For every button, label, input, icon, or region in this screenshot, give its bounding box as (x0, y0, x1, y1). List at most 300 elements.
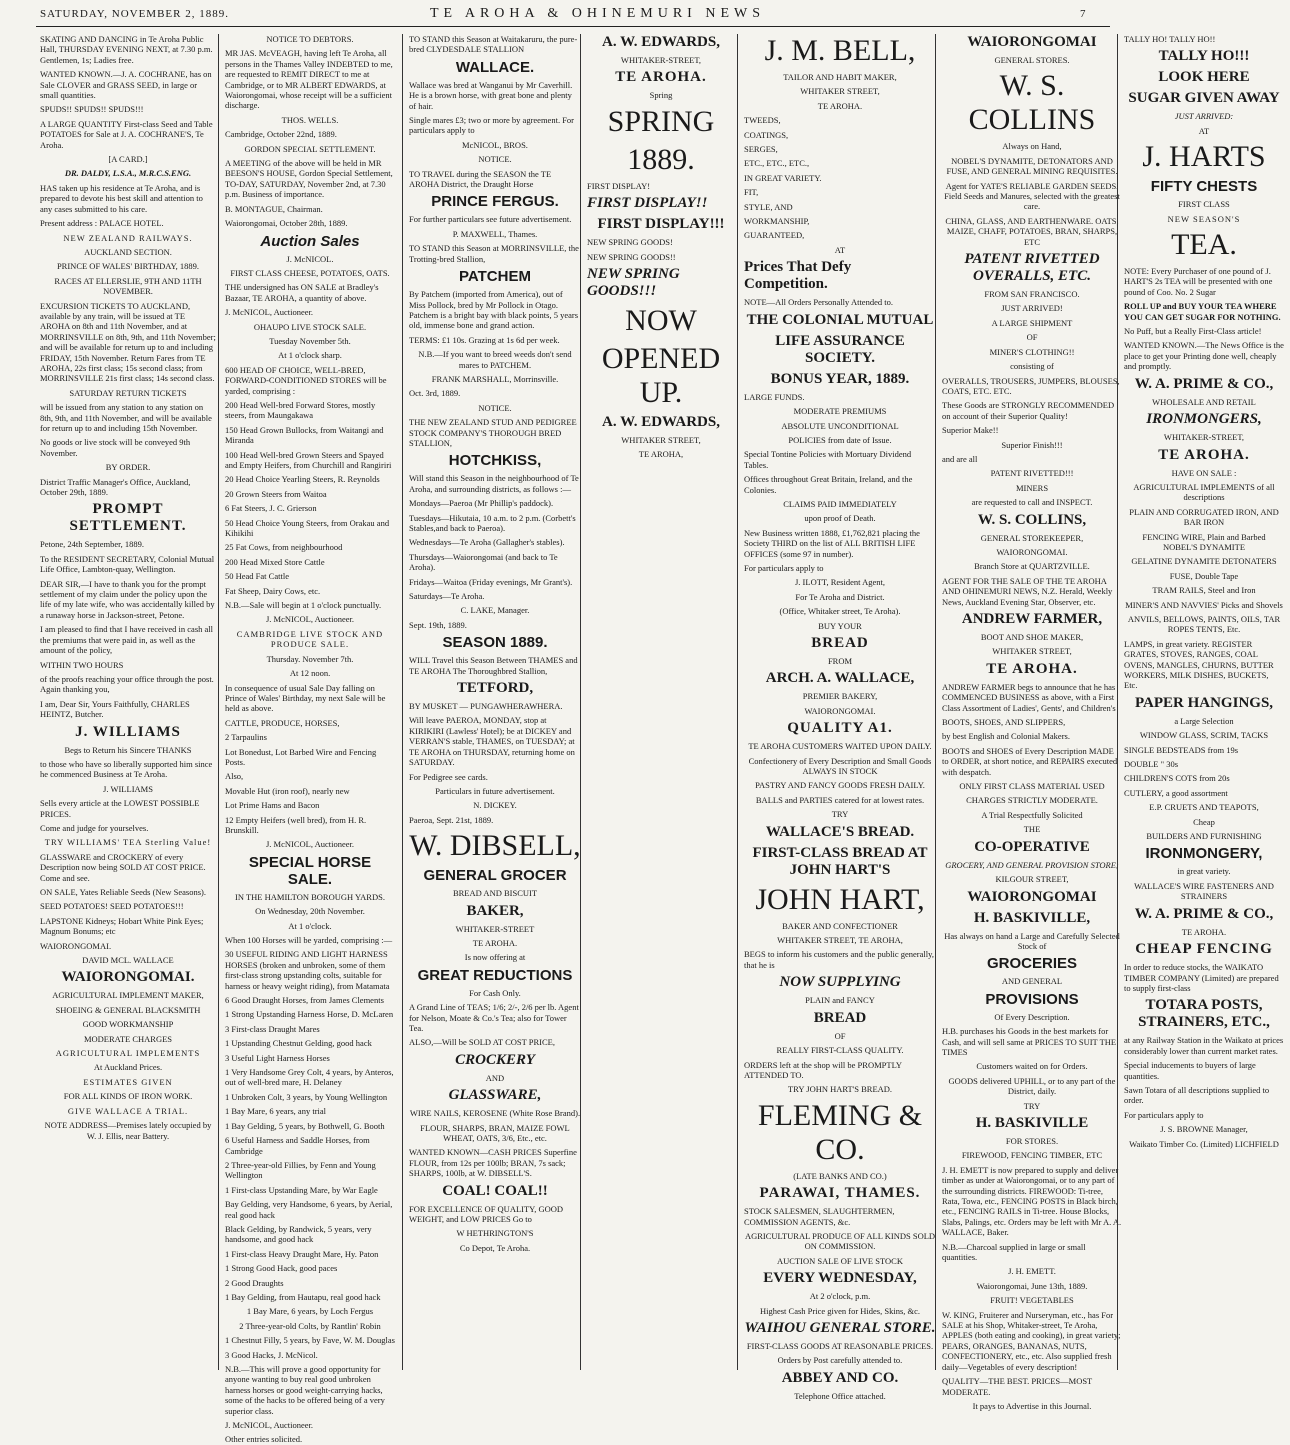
col5-text-16: THE COLONIAL MUTUAL (746, 311, 934, 328)
col5-text-10: STYLE, AND (744, 201, 793, 212)
col7-text-17: IRONMONGERS, (1146, 411, 1262, 428)
col1-text-15: No goods or live stock will be conveyed 9th November. (40, 437, 191, 458)
col1-text-27: Begs to Return his Sincere THANKS (64, 744, 192, 755)
col6-text-1: GENERAL STORES. (994, 55, 1070, 65)
col5-text-35: ARCH. A. WALLACE, (765, 670, 915, 687)
col3-text-34: For Pedigree see cards. (409, 771, 488, 782)
col7-text-12: ROLL UP and BUY YOUR TEA WHERE YOU CAN GET SUGAR FOR NOTHING. (1124, 301, 1281, 322)
col6-text-46: AND GENERAL (1001, 976, 1063, 987)
col5-text-5: COATINGS, (744, 129, 789, 140)
col6-text-13: consisting of (1010, 361, 1054, 372)
col7-text-22: PLAIN AND CORRUGATED IRON, AND BAR IRON (1129, 506, 1279, 528)
col1-text-21: DEAR SIR,—I have to thank you for the prompt settlement of my claim under the policy upon the life of my late wife, who was accidentally killed by a runaway horse in Jackson-street, Petone. (40, 578, 215, 620)
col7-text-27: MINER'S AND NAVVIES' Picks and Shovels (1125, 599, 1283, 610)
col1-text-46: ESTIMATES GIVEN (83, 1076, 173, 1087)
col2-text-38: Movable Hut (iron roof), nearly new (225, 785, 350, 796)
col3-text-58: Co Depot, Te Aroha. (459, 1242, 531, 1253)
col4-text-13: OPENED UP. (601, 342, 721, 410)
col2-text-58: 2 Three-year-old Fillies, by Fenn and Young Wellington (225, 1159, 376, 1181)
col5-text-28: For particulars apply to (744, 562, 824, 573)
col3-text-27: C. LAKE, Manager. (460, 605, 530, 616)
col3-text-48: ALSO,—Will be SOLD AT COST PRICE, (409, 1037, 555, 1048)
col6-text-54: FOR STORES. (1005, 1135, 1059, 1146)
col2-text-11: THE undersigned has ON SALE at Bradley's Bazaar, TE AROHA, a quantity of above. (225, 282, 379, 303)
col7-text-0: TALLY HO! TALLY HO!! (1124, 34, 1216, 44)
col3-text-12: By Patchem (imported from America), out of Miss Pollock, bred by Mr Pollock in Otago. Patchem is a bright bay with black points, 5 years old, immense bone and grand action. (409, 289, 579, 331)
col7-text-28: ANVILS, BELLOWS, PAINTS, OILS, TAR ROPES TENTS, Etc. (1127, 613, 1281, 635)
col3-text-36: N. DICKEY. (473, 800, 517, 811)
col7-text-51: For particulars apply to (1124, 1109, 1204, 1120)
col6-text-9: JUST ARRIVED! (1001, 303, 1063, 314)
col5-text-67: FIRST-CLASS GOODS AT REASONABLE PRICES. (746, 1340, 934, 1351)
col7-text-41: in great variety. (1177, 866, 1231, 877)
col3-text-26: Saturdays—Te Aroha. (409, 591, 485, 602)
col5-text-55: ORDERS left at the shop will be PROMPTLY ATTENDED TO. (744, 1059, 902, 1080)
col5-text-42: BALLS and PARTIES catered for at lowest rates. (755, 794, 925, 805)
col2-text-3: Cambridge, October 22nd, 1889. (225, 129, 337, 140)
col5-text-30: For Te Aroha and District. (795, 591, 885, 602)
col5-text-43: TRY (831, 809, 849, 820)
col2-text-51: 1 Upstanding Chestnut Gelding, good hack (225, 1038, 372, 1049)
col1-text-8: NEW ZEALAND RAILWAYS. (63, 232, 193, 243)
col1-text-9: AUCKLAND SECTION. (84, 246, 172, 257)
col7-text-34: DOUBLE " 30s (1124, 759, 1178, 770)
col5-text-45: FIRST-CLASS BREAD AT JOHN HART'S (752, 844, 928, 878)
col5-text-23: Special Tontine Policies with Mortuary Dividend Tables. (744, 449, 912, 470)
col7-text-46: In order to reduce stocks, the WAIKATO TIMBER COMPANY (Limited) are prepared to supply first-class (1124, 962, 1279, 993)
col1-text-43: MODERATE CHARGES (83, 1033, 173, 1044)
col6-text-37: A Trial Respectfully Solicited (981, 809, 1083, 820)
col3-text-35: Particulars in future advertisement. (435, 785, 555, 796)
column-3 (402, 34, 587, 1370)
col7-text-36: CUTLERY, a good assortment (1124, 787, 1228, 798)
col1-text-6: HAS taken up his residence at Te Aroha, and is prepared to devote his best skill and attention to any cases submitted to his care. (40, 182, 203, 214)
col6-text-16: Superior Make!! (942, 425, 999, 436)
col1-text-16: BY ORDER. (105, 462, 151, 473)
col5-text-51: PLAIN and FANCY (805, 995, 875, 1006)
col5-text-31: (Office, Whitaker street, Te Aroha). (779, 606, 901, 617)
col6-text-19: PATENT RIVETTED!!! (990, 468, 1074, 479)
col1-text-35: SEED POTATOES! SEED POTATOES!!! (40, 901, 184, 912)
col6-text-4: NOBEL'S DYNAMITE, DETONATORS AND FUSE, AND GENERAL MINING REQUISITES. (946, 155, 1118, 177)
col5-text-36: PREMIER BAKERY, (802, 691, 878, 702)
col3-text-5: NOTICE. (478, 154, 512, 165)
col5-text-29: J. ILOTT, Resident Agent, (794, 577, 886, 588)
col7-text-8: FIRST CLASS (1178, 199, 1230, 210)
col6-text-52: TRY (1023, 1100, 1041, 1111)
col2-text-4: GORDON SPECIAL SETTLEMENT. (244, 143, 376, 154)
col7-text-13: No Puff, but a Really First-Class article! (1124, 326, 1262, 337)
col5-text-52: BREAD (813, 1009, 867, 1026)
col6-text-5: Agent for YATE'S RELIABLE GARDEN SEEDS. Field Seeds and Manures, selected with the greatest care. (944, 180, 1120, 212)
col4-text-6: FIRST DISPLAY! (587, 180, 651, 191)
column-2 (218, 34, 401, 1445)
col1-text-12: EXCURSION TICKETS TO AUCKLAND, available by any train, will be issued at TE AROHA on 8th and 11th November, and at MORRINSVILLE on 8th, 9th, and 11th November; and will be available for return up to and including FRIDAY, 15th November. Return Fares from TE AROHA, 22s first class; 15s second class; from MORRINSVILLE 21s first class; 14s second class. (40, 300, 216, 384)
col2-text-52: 3 Useful Light Harness Horses (225, 1052, 330, 1063)
col2-text-67: 2 Three-year-old Colts, by Rantlin' Robin (239, 1320, 381, 1331)
col1-text-42: GOOD WORKMANSHIP (82, 1019, 174, 1030)
col2-text-2: THOS. WELLS. (281, 114, 339, 125)
col1-text-30: Sells every article at the LOWEST POSSIBLE PRICES. (40, 798, 200, 819)
col6-text-51: GOODS delivered UPHILL, or to any part of the District, daily. (948, 1075, 1116, 1097)
col2-text-8: Auction Sales (260, 232, 360, 250)
col5-text-24: Offices throughout Great Britain, Ireland, and the Colonies. (744, 474, 913, 495)
col4-text-3: Spring (649, 90, 673, 101)
col2-text-35: 2 Tarpaulins (225, 732, 267, 743)
column-4 (580, 34, 741, 1370)
col6-text-41: KILGOUR STREET, (995, 874, 1069, 885)
col3-text-13: TERMS: £1 10s. Grazing at 1s 6d per week. (409, 334, 560, 345)
col5-text-34: FROM (827, 656, 853, 666)
col5-text-70: Telephone Office attached. (794, 1390, 886, 1401)
masthead (0, 0, 1114, 30)
col6-text-35: ONLY FIRST CLASS MATERIAL USED (959, 781, 1105, 792)
col6-text-62: QUALITY—THE BEST. PRICES—MOST MODERATE. (942, 1376, 1093, 1397)
col1-text-40: AGRICULTURAL IMPLEMENT MAKER, (52, 990, 204, 1001)
col3-text-33: Will leave PAEROA, MONDAY, stop at KIRIKIRI (Lawless' Hotel); be at DICKEY and VERRAN'S stable, THAMES, on TUESDAY; at TE AROHA on THURSDAY, returning home on SATURDAY. (409, 715, 575, 768)
col4-text-8: FIRST DISPLAY!!! (597, 216, 725, 233)
col4-text-9: NEW SPRING GOODS! (587, 237, 673, 248)
col3-text-9: P. MAXWELL, Thames. (452, 228, 538, 239)
col2-text-46: When 100 Horses will be yarded, comprising :— (225, 935, 393, 945)
col5-text-26: upon proof of Death. (804, 513, 876, 524)
col5-text-13: AT (834, 244, 846, 255)
col2-text-5: A MEETING of the above will be held in MR BEESON'S HOUSE, Gordon Special Settlement, TO-DAY, SATURDAY, November 2nd, at 7.30 p.m. Business of importance. (225, 158, 393, 200)
col6-text-28: BOOT AND SHOE MAKER, (980, 632, 1084, 642)
col7-text-42: WALLACE'S WIRE FASTENERS AND STRAINERS (1134, 880, 1274, 902)
col1-text-22: I am pleased to find that I have received in cash all the premiums that were paid in, as well as the amount of the policy, (40, 624, 213, 656)
col2-text-44: On Wednesday, 20th November. (255, 906, 365, 917)
col6-text-17: Superior Finish!!! (1001, 439, 1063, 450)
col2-text-57: 6 Useful Harness and Saddle Horses, from Cambridge (225, 1135, 370, 1156)
col5-text-17: LIFE ASSURANCE SOCIETY. (775, 332, 905, 366)
col5-text-69: ABBEY AND CO. (781, 1369, 899, 1386)
col5-text-50: NOW SUPPLYING (779, 974, 901, 991)
col1-text-48: GIVE WALLACE A TRIAL. (67, 1105, 189, 1116)
col7-text-16: WHOLESALE AND RETAIL (1152, 396, 1256, 407)
col4-text-2: TE AROHA. (615, 69, 707, 86)
col3-text-42: WHITAKER-STREET (455, 923, 535, 934)
col2-text-49: 1 Strong Upstanding Harness Horse, D. McLaren (225, 1009, 394, 1020)
col7-text-35: CHILDREN'S COTS from 20s (1124, 773, 1230, 784)
col6-text-3: Always on Hand, (1002, 141, 1062, 152)
col2-text-66: 1 Bay Mare, 6 years, by Loch Fergus (246, 1306, 374, 1317)
col1-text-49: NOTE ADDRESS—Premises lately occupied by W. J. Ellis, near Battery. (44, 1120, 212, 1141)
col2-text-71: J. McNICOL, Auctioneer. (225, 1420, 314, 1431)
col7-text-40: IRONMONGERY, (1145, 845, 1263, 863)
col3-text-38: W. DIBSELL, (409, 829, 581, 863)
col1-text-29: J. WILLIAMS (103, 783, 153, 794)
col2-text-64: 2 Good Draughts (225, 1277, 284, 1288)
col1-text-39: WAIORONGOMAI. (61, 969, 195, 986)
col2-text-7: Waiorongomai, October 28th, 1889. (225, 218, 348, 229)
col7-text-1: TALLY HO!!! (1158, 48, 1250, 65)
col6-text-56: J. H. EMETT is now prepared to supply and deliver timber as under at Waiorongomai, or to any part of the surrounding districts. FIREWOOD: Ti-tree, Rata, Towa, etc., FENCING POSTS in Black birch, etc., FENCING RAILS in Ti-tree. House Blocks, Slabs, Palings, etc. Orders may be left with Mr A. A. WALLACE, Baker. (942, 1164, 1122, 1238)
col7-text-48: at any Railway Station in the Waikato at prices considerably lower than current market rates. (1124, 1035, 1284, 1056)
col3-text-31: TETFORD, (456, 680, 534, 697)
col2-text-1: MR JAS. McVEAGH, having left Te Aroha, all persons in the Thames Valley INDEBTED to me, are requested to REMIT DIRECT to me at Cambridge, or to MR ALBERT EDWARDS, at Waiorongomai, whose receipt will be a sufficient discharge. (225, 48, 393, 111)
col3-text-7: PRINCE FERGUS. (431, 193, 559, 211)
col3-text-30: WILL Travel this Season Between THAMES and TE AROHA The Thoroughbred Stallion, (409, 655, 578, 676)
col1-text-28: to those who have so liberally supported him since he commenced Business at Te Aroha. (40, 758, 213, 780)
col1-text-5: DR. DALDY, L.S.A., M.R.C.S.ENG. (64, 168, 192, 179)
col3-text-37: Paeroa, Sept. 21st, 1889. (409, 814, 494, 825)
col6-text-29: WHITAKER STREET, (992, 646, 1072, 657)
col5-text-18: BONUS YEAR, 1889. (770, 370, 910, 387)
col2-text-48: 6 Good Draught Horses, from James Clements (225, 995, 384, 1006)
col3-text-21: Mondays—Paeroa (Mr Phillip's paddock). (409, 498, 554, 509)
col6-text-20: MINERS (1015, 482, 1049, 493)
col3-text-57: W HETHRINGTON'S (456, 1228, 534, 1239)
col3-text-55: COAL! COAL!! (442, 1182, 548, 1199)
col2-text-15: At 1 o'clock sharp. (278, 350, 342, 361)
col6-text-53: H. BASKIVILLE (975, 1114, 1089, 1131)
col1-text-18: PROMPT SETTLEMENT. (69, 501, 187, 535)
col4-text-15: WHITAKER STREET, (621, 435, 701, 446)
page-number: 7 (1080, 8, 1086, 20)
col3-text-51: GLASSWARE, (448, 1087, 542, 1104)
col3-text-18: THE NEW ZEALAND STUD AND PEDIGREE STOCK COMPANY'S THOROUGH BRED STALLION, (409, 417, 577, 448)
col5-text-1: TAILOR AND HABIT MAKER, (783, 72, 897, 82)
col2-text-55: 1 Bay Mare, 6 years, any trial (225, 1106, 327, 1117)
col6-text-2: W. S. COLLINS (968, 69, 1096, 137)
col6-text-36: CHARGES STRICTLY MODERATE. (966, 795, 1098, 806)
col4-text-1: WHITAKER-STREET, (620, 55, 702, 65)
col1-text-11: RACES AT ELLERSLIE, 9TH AND 11TH NOVEMBER. (54, 275, 202, 297)
col3-text-1: WALLACE. (455, 58, 535, 76)
col3-text-10: TO STAND this Season at MORRINSVILLE, the Trotting-bred Stallion, (409, 243, 579, 264)
col6-text-25: Branch Store at QUARTZVILLE. (974, 561, 1090, 572)
col6-text-27: ANDREW FARMER, (961, 611, 1103, 627)
col7-text-53: Waikato Timber Co. (Limited) LICHFIELD (1129, 1138, 1279, 1149)
col6-text-23: GENERAL STOREKEEPER, (980, 532, 1084, 543)
column-1 (36, 34, 220, 1370)
col5-text-15: NOTE—All Orders Personally Attended to. (744, 297, 893, 308)
col2-text-10: FIRST CLASS CHEESE, POTATOES, OATS. (230, 267, 390, 278)
col6-text-58: J. H. EMETT. (1008, 1266, 1056, 1277)
col7-text-30: PAPER HANGINGS, (1134, 694, 1274, 711)
col2-text-37: Also, (225, 771, 244, 782)
col2-text-33: In consequence of usual Sale Day falling on Prince of Wales' Birthday, my next Sale will be held as above. (225, 682, 386, 714)
col3-text-29: SEASON 1889. (442, 634, 548, 652)
col3-text-22: Tuesdays—Hikutaia, 10 a.m. to 2 p.m. (Corbett's Stables,and back to Paeroa). (409, 512, 576, 533)
col3-text-20: Will stand this Season in the neighbourhood of Te Aroha, and surrounding districts, as follows :— (409, 473, 579, 494)
col2-text-13: OHAUPO LIVE STOCK SALE. (253, 321, 367, 332)
col5-text-49: BEGS to inform his customers and the public generally, that he is (744, 949, 934, 970)
col6-text-55: FIREWOOD, FENCING TIMBER, ETC (961, 1150, 1103, 1161)
col2-text-19: 100 Head Well-bred Grown Steers and Spayed and Empty Heifers, from Churchill and Rangiriri (225, 449, 392, 470)
col6-text-32: BOOTS, SHOES, AND SLIPPERS, (942, 717, 1066, 728)
col6-text-59: Waiorongomai, June 13th, 1889. (976, 1280, 1088, 1291)
col2-text-14: Tuesday November 5th. (269, 335, 351, 346)
col5-text-22: POLICIES from date of Issue. (788, 434, 892, 445)
col3-text-11: PATCHEM (459, 268, 531, 286)
col7-text-14: WANTED KNOWN.—The News Office is the place to get your Printing done well, cheaply and promptly. (1124, 340, 1284, 372)
col6-text-60: FRUIT! VEGETABLES (990, 1295, 1074, 1306)
col7-text-15: W. A. PRIME & CO., (1134, 375, 1274, 392)
col2-text-69: 3 Good Hacks, J. McNicol. (225, 1349, 318, 1360)
col3-text-54: WANTED KNOWN—CASH PRICES Superfine FLOUR, from 12s per 100lb; BRAN, 7s sack; SHARPS, 100lb, at W. DIBSELL'S. (409, 1147, 577, 1179)
col6-text-44: Has always on hand a Large and Carefully Selected Stock of (944, 930, 1120, 951)
col2-text-29: J. McNICOL, Auctioneer. (265, 614, 355, 625)
col1-text-20: To the RESIDENT SECRETARY, Colonial Mutual Life Office, Lambton-quay, Wellington. (40, 553, 215, 575)
col5-text-12: GUARANTEED, (744, 230, 805, 241)
column-5 (737, 34, 942, 1401)
col2-text-28: N.B.—Sale will begin at 1 o'clock punctually. (225, 600, 382, 611)
col5-text-68: Orders by Post carefully attended to. (777, 1355, 903, 1366)
col7-text-23: FENCING WIRE, Plain and Barbed NOBEL'S DYNAMITE (1142, 531, 1266, 552)
col2-text-40: 12 Empty Heifers (well bred), from H. R. Brunskill. (225, 814, 367, 835)
col5-text-8: IN GREAT VARIETY. (744, 172, 822, 183)
col1-text-1: WANTED KNOWN.—J. A. COCHRANE, has on Sale CLOVER and GRASS SEED, in large or small quantities. (40, 69, 212, 101)
col3-text-25: Fridays—Waitoa (Friday evenings, Mr Grant's). (409, 576, 573, 587)
col7-text-3: SUGAR GIVEN AWAY (1128, 90, 1280, 107)
col2-text-70: N.B.—This will prove a good opportunity for anyone wanting to buy real good unbroken harness horses or good weight-carrying hacks, some of the hacks to be offered being of a very superior class. (225, 1364, 385, 1416)
col5-text-47: BAKER AND CONFECTIONER (782, 920, 898, 931)
col1-text-31: Come and judge for yourselves. (40, 822, 149, 833)
col5-text-7: ETC., ETC., ETC., (744, 158, 810, 169)
col1-text-34: ON SALE, Yates Reliable Seeds (New Seasons). (40, 887, 206, 897)
col7-text-37: E.P. CRUETS AND TEAPOTS, (1149, 802, 1259, 813)
col5-text-46: JOHN HART, (755, 882, 925, 916)
col7-text-31: a Large Selection (1174, 715, 1234, 726)
col1-text-2: SPUDS!! SPUDS!! SPUDS!!! (40, 104, 144, 115)
col6-text-47: PROVISIONS (985, 990, 1079, 1008)
col2-text-23: 50 Head Choice Young Steers, from Orakau and Kihikihi (225, 517, 390, 539)
col5-text-9: FIT, (744, 187, 759, 198)
col1-text-4: [A CARD.] (108, 154, 148, 165)
col3-text-23: Wednesdays—Te Aroha (Gallagher's stables). (409, 537, 565, 548)
col4-text-14: A. W. EDWARDS, (602, 414, 720, 431)
col7-text-24: GELATINE DYNAMITE DETONATERS (1131, 556, 1277, 567)
col7-text-7: FIFTY CHESTS (1150, 178, 1258, 196)
col2-text-50: 3 First-class Draught Mares (225, 1023, 320, 1034)
col2-text-25: 200 Head Mixed Store Cattle (225, 556, 325, 567)
col5-text-59: PARAWAI, THAMES. (759, 1185, 921, 1202)
col3-text-17: NOTICE. (478, 402, 512, 413)
col3-text-45: GREAT REDUCTIONS (417, 966, 573, 984)
col2-text-30: CAMBRIDGE LIVE STOCK AND PRODUCE SALE. (236, 628, 384, 650)
col6-text-7: PATENT RIVETTED OVERALLS, ETC. (964, 251, 1100, 285)
col7-text-25: FUSE, Double Tape (1169, 570, 1239, 581)
col5-text-63: EVERY WEDNESDAY, (763, 1270, 917, 1287)
col2-text-45: At 1 o'clock. (288, 920, 332, 931)
col6-text-38: THE (1023, 824, 1041, 835)
col7-text-6: J. HARTS (1142, 140, 1266, 174)
col5-text-66: WAIHOU GENERAL STORE. (744, 1319, 936, 1336)
col2-text-42: SPECIAL HORSE SALE. (248, 853, 372, 888)
col6-text-8: FROM SAN FRANCISCO. (984, 289, 1080, 300)
col3-text-15: FRANK MARSHALL, Morrinsville. (431, 373, 559, 384)
col5-text-62: AUCTION SALE OF LIVE STOCK (777, 1255, 903, 1266)
col2-text-12: J. McNICOL, Auctioneer. (225, 307, 314, 318)
col6-text-45: GROCERIES (986, 955, 1077, 973)
col5-text-56: TRY JOHN HART'S BREAD. (787, 1084, 893, 1095)
col6-text-14: OVERALLS, TROUSERS, JUMPERS, BLOUSES, COATS, ETC. ETC. (942, 375, 1120, 396)
col2-text-53: 1 Very Handsome Grey Colt, 4 years, by Anteros, out of well-bred mare, H. Delaney (225, 1067, 394, 1088)
col6-text-30: TE AROHA. (986, 660, 1078, 677)
col2-text-47: 30 USEFUL RIDING AND LIGHT HARNESS HORSES (broken and unbroken, some of them first-class strong upstanding colts, suitable for harness or heavy weight riding), from Matamata (225, 949, 390, 991)
col2-text-54: 1 Unbroken Colt, 3 years, by Young Wellington (225, 1091, 388, 1102)
col2-text-22: 6 Fat Steers, J. C. Grierson (225, 503, 317, 514)
col6-text-48: Of Every Description. (994, 1011, 1070, 1022)
col6-text-31: ANDREW FARMER begs to announce that he has COMMENCED BUSINESS as above, with a First Class Assortment of Ladies', Gents', and Children's (942, 681, 1116, 713)
col3-text-46: For Cash Only. (469, 987, 521, 998)
col2-text-26: 50 Head Fat Cattle (225, 571, 289, 582)
masthead-rule (36, 26, 1110, 27)
col7-text-19: TE AROHA. (1158, 446, 1250, 463)
col3-text-40: BREAD AND BISCUIT (452, 888, 538, 899)
col7-text-45: CHEAP FENCING (1135, 941, 1273, 958)
col6-text-22: W. S. COLLINS, (977, 511, 1087, 528)
col1-text-0: SKATING AND DANCING in Te Aroha Public Hall, THURSDAY EVENING NEXT, at 7.30 p.m. Gentlemen, 1s; Ladies free. (40, 34, 213, 65)
col5-text-2: WHITAKER STREET, (800, 86, 880, 97)
col2-text-72: Other entries solicited. (225, 1434, 303, 1445)
col2-text-21: 20 Grown Steers from Waitoa (225, 488, 327, 499)
col3-text-19: HOTCHKISS, (448, 452, 542, 470)
col6-text-6: CHINA, GLASS, AND EARTHENWARE. OATS, MAIZE, CHAFF, POTATOES, BRAN, SHARPS, ETC (945, 215, 1119, 247)
col6-text-49: H.B. purchases his Goods in the best markets for Cash, and will sell same at PRICES TO SUIT THE TIMES (942, 1026, 1117, 1057)
col5-text-39: TE AROHA CUSTOMERS WAITED UPON DAILY. (748, 741, 932, 752)
col2-text-61: Black Gelding, by Randwick, 5 years, very handsome, and good hack (225, 1223, 372, 1245)
col6-text-42: WAIORONGOMAI (967, 888, 1097, 905)
col4-text-11: NEW SPRING GOODS!!! (587, 266, 680, 300)
col1-text-17: District Traffic Manager's Office, Auckland, October 29th, 1889. (40, 476, 191, 498)
col7-text-4: JUST ARRIVED: (1174, 111, 1234, 122)
col1-text-25: I am, Dear Sir, Yours Faithfully, CHARLES HEINTZ, Butcher. (40, 698, 190, 720)
col3-text-6: TO TRAVEL during the SEASON the TE AROHA District, the Draught Horse (409, 168, 552, 190)
col2-text-34: CATTLE, PRODUCE, HORSES, (225, 717, 340, 728)
col6-text-63: It pays to Advertise in this Journal. (972, 1400, 1092, 1411)
col6-text-0: WAIORONGOMAI (967, 34, 1097, 50)
col6-text-50: Customers waited on for Orders. (976, 1061, 1088, 1072)
col2-text-18: 150 Head Grown Bullocks, from Waitangi and Miranda (225, 424, 384, 446)
col3-text-47: A Grand Line of TEAS; 1/6; 2/-, 2/6 per lb. Agent for Nelson, Moate & Co.'s Tea; also for Tower Tea. (409, 1002, 579, 1033)
col5-text-61: AGRICULTURAL PRODUCE OF ALL KINDS SOLD ON COMMISSION. (744, 1230, 936, 1252)
col7-text-43: W. A. PRIME & CO., (1134, 905, 1274, 922)
col1-text-24: of the proofs reaching your office through the post. Again thanking you, (40, 673, 214, 695)
col5-text-41: PASTRY AND FANCY GOODS FRESH DAILY. (755, 780, 925, 791)
col5-text-53: OF (834, 1030, 846, 1041)
col2-text-6: B. MONTAGUE, Chairman. (225, 203, 323, 214)
col3-text-56: FOR EXCELLENCE OF QUALITY, GOOD WEIGHT, and LOW PRICES Go to (409, 1203, 564, 1225)
col3-text-39: GENERAL GROCER (423, 867, 567, 885)
col3-text-41: BAKER, (466, 902, 524, 919)
col7-text-38: Cheap (1193, 816, 1215, 827)
col4-text-16: TE AROHA, (638, 449, 684, 460)
col7-text-52: J. S. BROWNE Manager, (1160, 1124, 1248, 1135)
col2-text-17: 200 Head Well-bred Forward Stores, mostly steers, from Maungakawa (225, 399, 376, 421)
col7-text-11: NOTE: Every Purchaser of one pound of J. HART'S 2s TEA will be presented with one pound of Coo. No. 2 Sugar (1124, 266, 1273, 297)
col1-text-32: TRY WILLIAMS' TEA Sterling Value! (44, 837, 212, 848)
col2-text-59: 1 First-class Upstanding Mare, by War Eagle (225, 1184, 378, 1195)
newspaper-title: TE AROHA & OHINEMURI NEWS (430, 6, 765, 21)
col6-text-12: MINER'S CLOTHING!! (989, 346, 1075, 357)
col5-text-48: WHITAKER STREET, TE AROHA, (777, 935, 903, 946)
col6-text-57: N.B.—Charcoal supplied in large or small quantities. (942, 1241, 1086, 1263)
col2-text-60: Bay Gelding, very Handsome, 6 years, by Aerial, real good hack (225, 1199, 393, 1220)
col3-text-4: McNICOL, BROS. (462, 139, 528, 150)
col6-text-11: OF (1026, 332, 1038, 343)
col7-text-32: WINDOW GLASS, SCRIM, TACKS (1139, 730, 1269, 741)
col2-text-65: 1 Bay Gelding, from Hautapu, real good hack (225, 1291, 381, 1302)
col1-text-38: DAVID MCL. WALLACE (82, 955, 174, 966)
col5-text-14: Prices That Defy Competition. (744, 259, 852, 293)
issue-date: SATURDAY, NOVEMBER 2, 1889. (40, 8, 229, 20)
col5-text-37: WAIORONGOMAI. (804, 705, 876, 716)
col7-text-44: TE AROHA. (1181, 926, 1227, 937)
col4-text-10: NEW SPRING GOODS!! (587, 251, 676, 262)
